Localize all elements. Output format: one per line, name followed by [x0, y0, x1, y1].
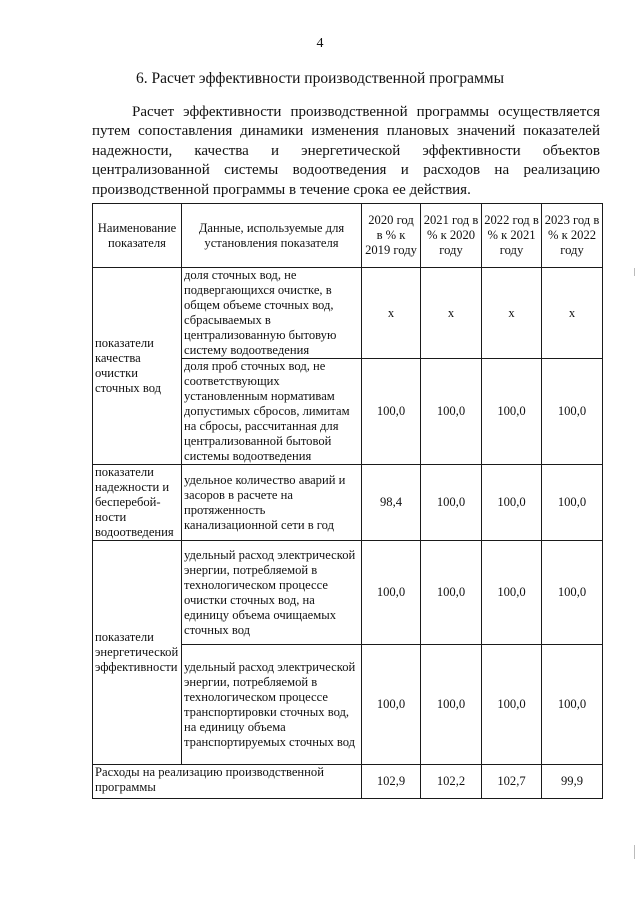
cell-value: 98,4	[362, 465, 421, 541]
header-indicator-name: Наименование показателя	[93, 204, 182, 268]
header-2020: 2020 год в % к 2019 году	[362, 204, 421, 268]
group-energy: показатели энергетической эффективности	[93, 541, 182, 765]
intro-line: путем сопоставления динамики изменения плановых значений показателей	[92, 123, 600, 140]
table-total-row	[93, 765, 603, 799]
cell-value: 100,0	[542, 645, 603, 765]
cell-value: 102,7	[482, 765, 542, 799]
intro-paragraph	[92, 103, 600, 200]
table-row	[93, 268, 603, 359]
header-data-used: Данные, используемые для установления показателя	[182, 204, 362, 268]
cell-value: 100,0	[542, 465, 603, 541]
header-2021: 2021 год в % к 2020 году	[421, 204, 482, 268]
cell-value: 100,0	[421, 359, 482, 465]
row-data: удельное количество аварий и засоров в расчете на протяженность канализационной сети в год	[182, 465, 362, 541]
table-row	[93, 541, 603, 645]
group-reliability: показатели надежности и бесперебой-ности водоотведения	[93, 465, 182, 541]
intro-line: производственной программы в течение срока ее действия.	[92, 181, 471, 198]
cell-value: 100,0	[362, 645, 421, 765]
cell-value: 99,9	[542, 765, 603, 799]
group-quality: показатели качества очистки сточных вод	[93, 268, 182, 465]
scan-mark	[634, 845, 635, 859]
efficiency-table	[92, 203, 603, 799]
intro-line: надежности, качества и энергетической эффективности объектов	[92, 142, 600, 159]
cell-value: х	[362, 268, 421, 359]
page-number: 4	[316, 36, 324, 51]
cell-value: 100,0	[421, 645, 482, 765]
cell-value: 100,0	[542, 359, 603, 465]
cell-value: х	[482, 268, 542, 359]
cell-value: 100,0	[421, 465, 482, 541]
cell-value: 100,0	[542, 541, 603, 645]
header-2023: 2023 год в % к 2022 году	[542, 204, 603, 268]
cell-value: 100,0	[482, 541, 542, 645]
cell-value: х	[421, 268, 482, 359]
cell-value: х	[542, 268, 603, 359]
row-data: удельный расход электрической энергии, потребляемой в технологическом процессе очистки сточных вод, на единицу объема очищаемых сточных вод	[182, 541, 362, 645]
table-row	[93, 465, 603, 541]
cell-value: 100,0	[482, 359, 542, 465]
scan-mark	[634, 268, 635, 276]
cell-value: 100,0	[482, 465, 542, 541]
cell-value: 100,0	[362, 359, 421, 465]
cell-value: 100,0	[482, 645, 542, 765]
row-data: удельный расход электрической энергии, потребляемой в технологическом процессе транспортировки сточных вод, на единицу объема транспортируемых сточных вод	[182, 645, 362, 765]
cell-value: 102,2	[421, 765, 482, 799]
cell-value: 100,0	[421, 541, 482, 645]
row-data: доля сточных вод, не подвергающихся очистке, в общем объеме сточных вод, сбрасываемых в централизованную бытовую систему водоотведения	[182, 268, 362, 359]
section-title: 6. Расчет эффективности производственной программы	[136, 70, 504, 87]
row-data: доля проб сточных вод, не соответствующих установленным нормативам допустимых сбросов, лимитам на сбросы, рассчитанная для централизованной бытовой системы водоотведения	[182, 359, 362, 465]
intro-line: Расчет эффективности производственной программы осуществляется	[132, 104, 600, 120]
cell-value: 100,0	[362, 541, 421, 645]
cell-value: 102,9	[362, 765, 421, 799]
total-label: Расходы на реализацию производственной программы	[93, 765, 362, 799]
intro-line: централизованной системы водоотведения и расходов на реализацию	[92, 162, 600, 179]
table-header-row	[93, 204, 603, 268]
header-2022: 2022 год в % к 2021 году	[482, 204, 542, 268]
